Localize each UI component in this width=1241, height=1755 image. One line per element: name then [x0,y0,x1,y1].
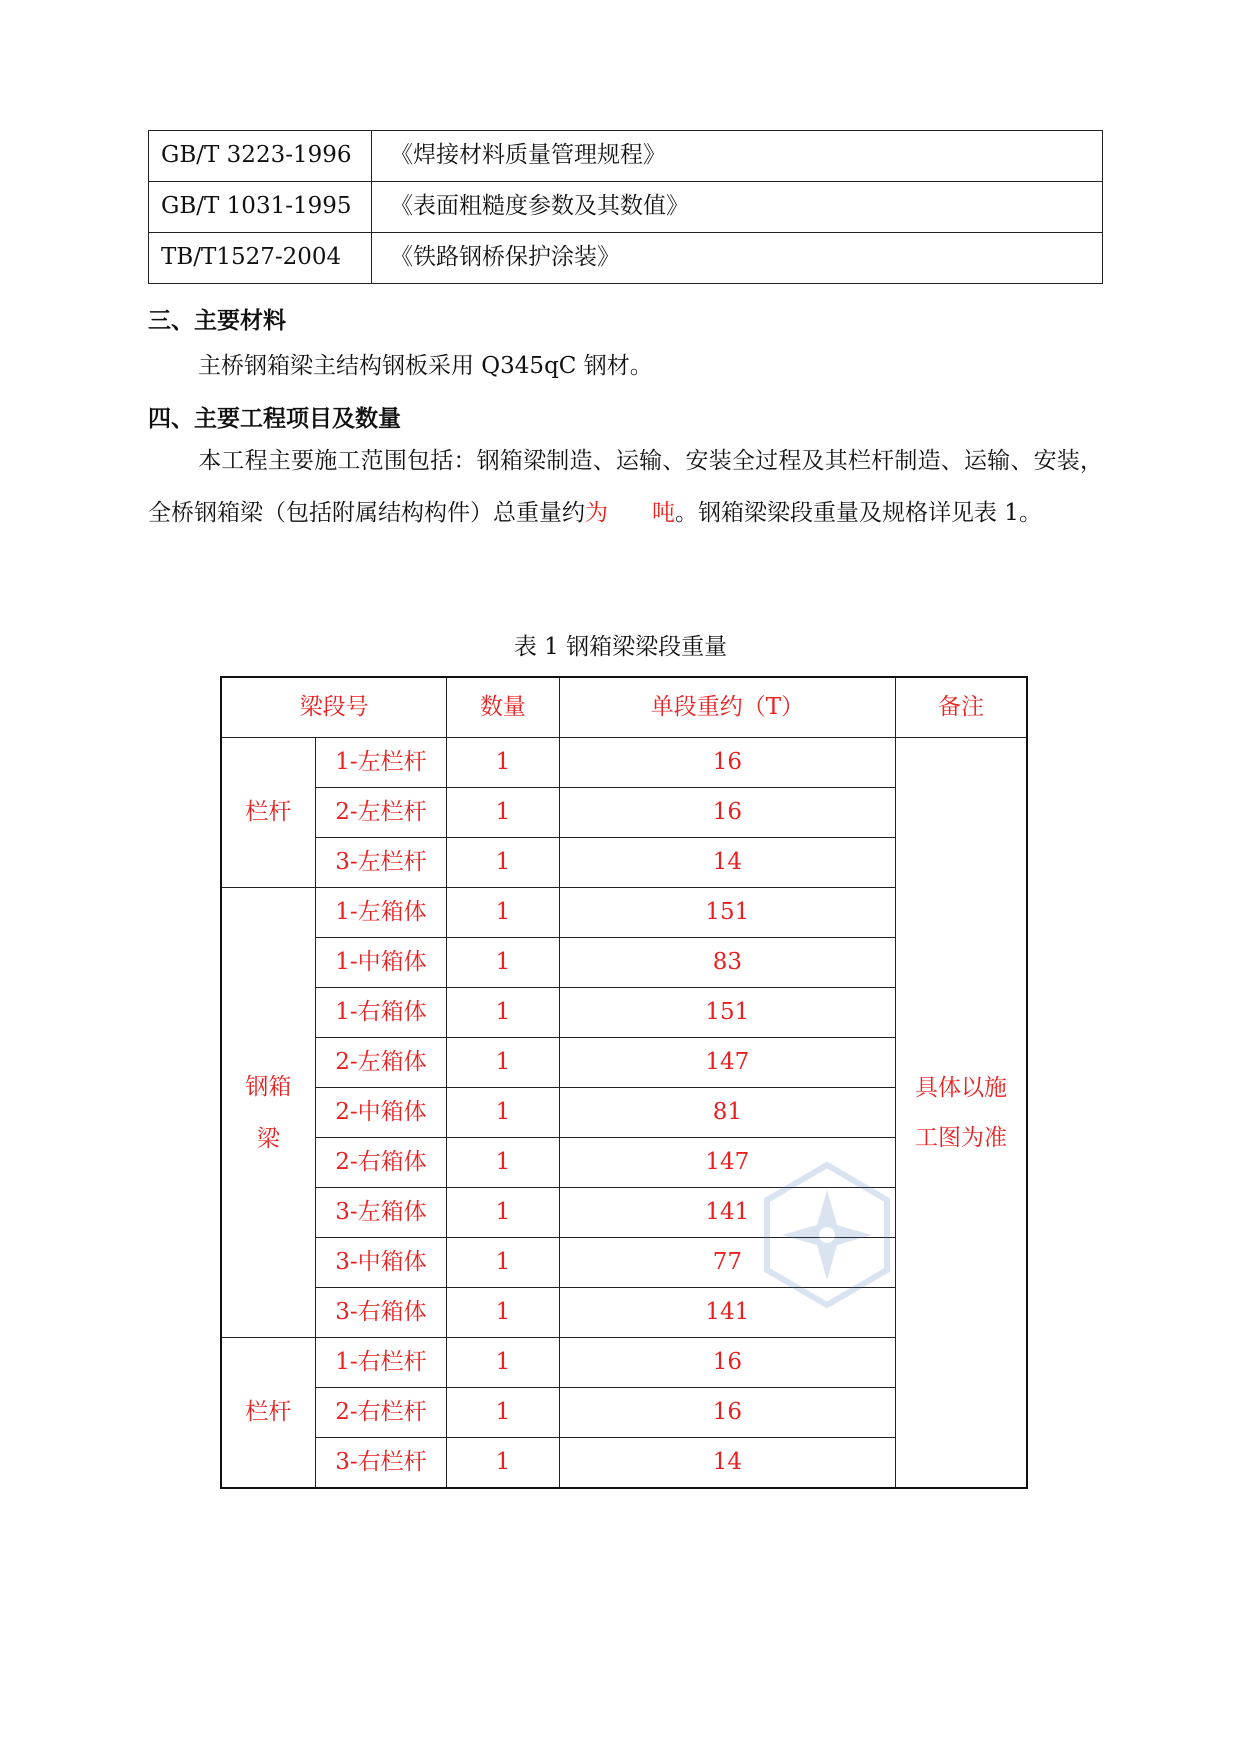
table-row [149,233,1103,284]
segment-cell: 2-中箱体 [315,1088,446,1138]
table-row [149,182,1103,233]
qty-cell: 1 [447,938,559,988]
section4-paragraph [148,435,1103,539]
weight-cell: 16 [559,788,895,838]
section4-red-b: 吨 [652,500,675,526]
table-row [149,131,1103,182]
qty-cell: 1 [447,1188,559,1238]
group-box-line-1: 钢箱 [245,1073,292,1100]
qty-cell: 1 [447,1038,559,1088]
weight-cell: 141 [559,1288,895,1338]
qty-cell: 1 [447,788,559,838]
segment-cell: 3-右栏杆 [315,1438,446,1489]
weight-cell: 14 [559,1438,895,1489]
standard-code: GB/T 1031-1995 [149,182,372,233]
table-row [221,738,1027,788]
weight-cell: 147 [559,1138,895,1188]
weight-cell: 151 [559,888,895,938]
note-line-1: 具体以施 [915,1074,1008,1101]
standard-title: 《铁路钢桥保护涂装》 [372,233,1103,284]
qty-cell: 1 [447,1388,559,1438]
standard-title: 《焊接材料质量管理规程》 [372,131,1103,182]
standard-title: 《表面粗糙度参数及其数值》 [372,182,1103,233]
note-cell [896,738,1027,1489]
group-railing-left: 栏杆 [221,738,315,888]
section3-text: 主桥钢箱梁主结构钢板采用 Q345qC 钢材。 [198,353,653,379]
standards-table [148,130,1103,284]
weight-cell: 83 [559,938,895,988]
weight-table [220,676,1028,1489]
section4-red-a: 为 [585,500,608,526]
weight-cell: 81 [559,1088,895,1138]
segment-cell: 2-左栏杆 [315,788,446,838]
section4-text-b: 。钢箱梁梁段重量及规格详见表 1。 [675,500,1042,526]
header-segment: 梁段号 [221,677,447,738]
segment-cell: 1-中箱体 [315,938,446,988]
header-qty: 数量 [447,677,559,738]
qty-cell: 1 [447,1338,559,1388]
segment-cell: 1-右栏杆 [315,1338,446,1388]
weight-cell: 16 [559,1388,895,1438]
header-row [221,677,1027,738]
weight-cell: 151 [559,988,895,1038]
weight-cell: 16 [559,1338,895,1388]
qty-cell: 1 [447,1438,559,1489]
section4-text-a: 本工程主要施工范围包括：钢箱梁制造、运输、安装全过程及其栏杆制造、运输、安装，全桥钢箱梁（包括附属结构构件）总重量约 [148,448,1103,526]
qty-cell: 1 [447,888,559,938]
qty-cell: 1 [447,1088,559,1138]
group-railing-right: 栏杆 [221,1338,315,1489]
segment-cell: 1-左箱体 [315,888,446,938]
segment-cell: 2-右栏杆 [315,1388,446,1438]
qty-cell: 1 [447,1288,559,1338]
qty-cell: 1 [447,838,559,888]
weight-cell: 16 [559,738,895,788]
group-box-girder [221,888,315,1338]
weight-cell: 141 [559,1188,895,1238]
weight-cell: 14 [559,838,895,888]
section3-paragraph [148,340,1103,392]
logo-watermark-icon [762,1160,892,1310]
qty-cell: 1 [447,738,559,788]
segment-cell: 3-左栏杆 [315,838,446,888]
qty-cell: 1 [447,988,559,1038]
section3-heading: 三、主要材料 [148,308,286,334]
note-line-2: 工图为准 [915,1124,1008,1151]
segment-cell: 1-左栏杆 [315,738,446,788]
weight-cell: 147 [559,1038,895,1088]
header-note: 备注 [896,677,1027,738]
header-weight: 单段重约（T） [559,677,895,738]
standard-code: GB/T 3223-1996 [149,131,372,182]
segment-cell: 1-右箱体 [315,988,446,1038]
segment-cell: 2-左箱体 [315,1038,446,1088]
standard-code: TB/T1527-2004 [149,233,372,284]
segment-cell: 3-右箱体 [315,1288,446,1338]
section4-heading: 四、主要工程项目及数量 [148,406,401,432]
table-caption: 表 1 钢箱梁梁段重量 [513,634,728,660]
segment-cell: 3-左箱体 [315,1188,446,1238]
group-box-line-2: 梁 [256,1125,280,1152]
segment-cell: 2-右箱体 [315,1138,446,1188]
qty-cell: 1 [447,1138,559,1188]
qty-cell: 1 [447,1238,559,1288]
weight-cell: 77 [559,1238,895,1288]
segment-cell: 3-中箱体 [315,1238,446,1288]
